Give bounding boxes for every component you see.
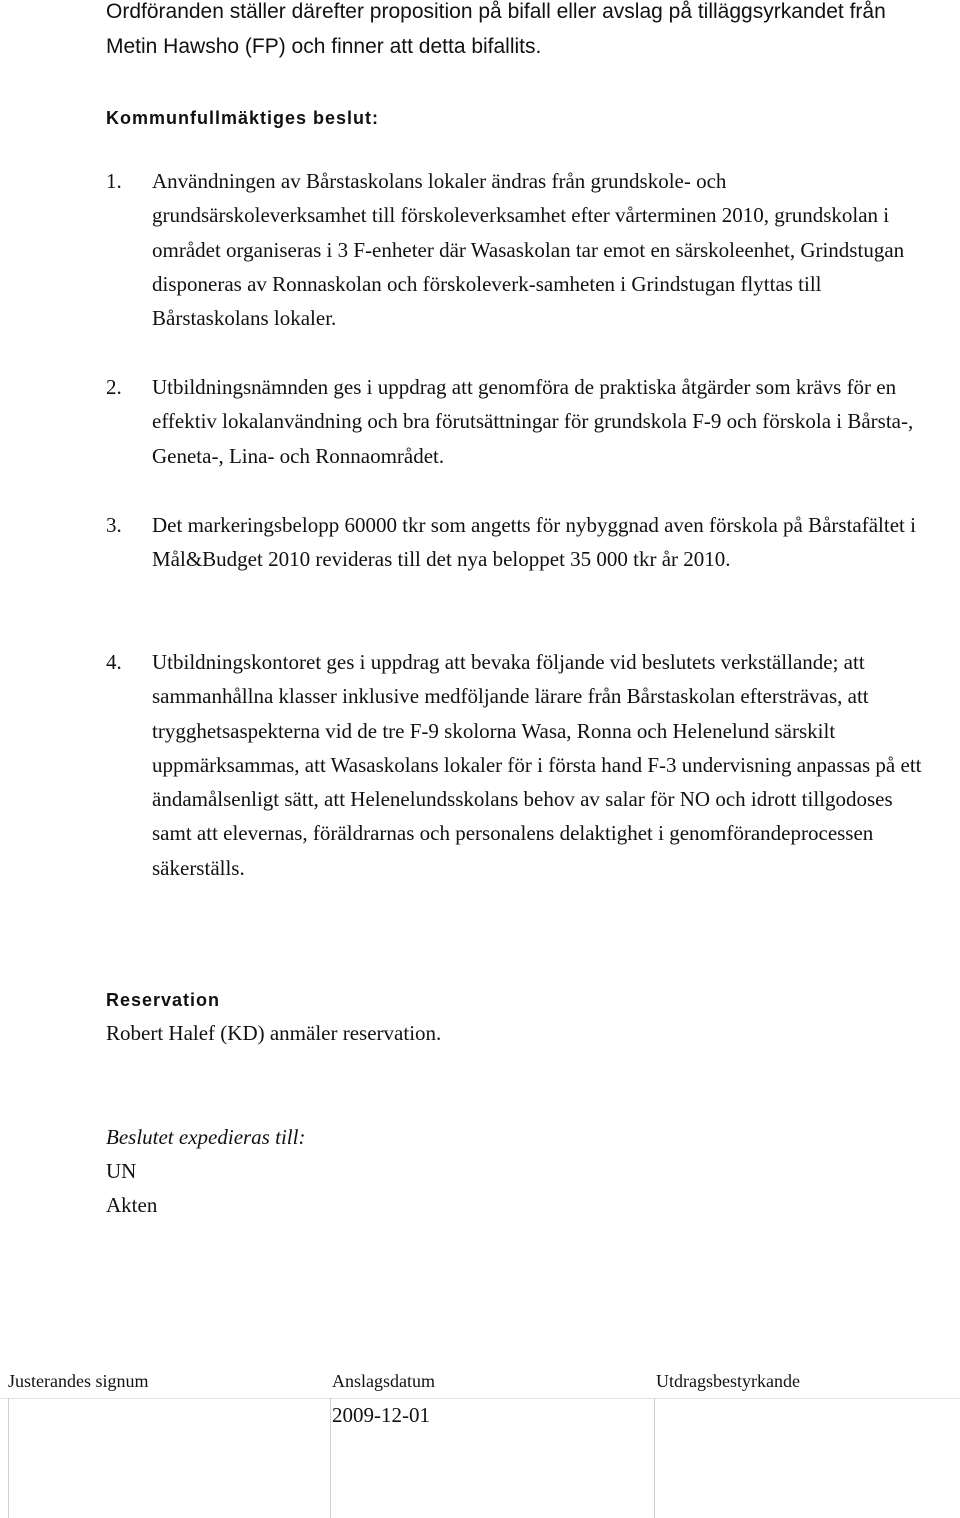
certification-label: Utdragsbestyrkande <box>656 1371 800 1391</box>
item-text: Det markeringsbelopp 60000 tkr som angetts för nybyggnad aven förskola på Bårstafältet i Mål&Budget 2010 revideras till det nya beloppet 35 000 tkr år 2010. <box>152 513 916 572</box>
decision-item-3 <box>106 508 926 577</box>
item-text: Utbildningsnämnden ges i uppdrag att genomföra de praktiska åtgärder som krävs för en effektiv lokalanvändning och bra förutsättningar för grundskola F-9 och förskola i Bårsta-, Geneta-, Lina- och Ronnaområdet. <box>152 375 914 468</box>
footer-cell-border <box>8 1398 9 1518</box>
distribution-recipient: UN <box>106 1159 137 1183</box>
reservation-text: Robert Halef (KD) anmäler reservation. <box>106 1021 442 1045</box>
distribution-heading: Beslutet expedieras till: <box>106 1125 306 1149</box>
footer-divider <box>0 1398 960 1399</box>
item-number: 2. <box>106 375 122 399</box>
intro-paragraph: Ordföranden ställer därefter proposition på bifall eller avslag på tilläggsyrkandet från Metin Hawsho (FP) och finner att detta bifallits. <box>106 0 886 58</box>
item-text: Utbildningskontoret ges i uppdrag att bevaka följande vid beslutets verkställande; att sammanhållna klasser inklusive medföljande lärare från Bårstaskolan eftersträvas, att trygghetsaspekterna vid de tre F-9 skolorna Wasa, Ronna och Helenelund särskilt uppmärksammas, att Wasaskolans lokaler för i första hand F-3 undervisning anpassas på ett ändamålsenligt sätt, att Helenelundsskolans behov av salar för NO och idrott tillgodoses samt att elevernas, föräldrarnas och personalens delaktighet i genomförandeprocessen säkerställs. <box>152 650 922 880</box>
decision-item-4 <box>106 645 926 885</box>
posting-date-label: Anslagsdatum <box>332 1371 435 1391</box>
item-text: Användningen av Bårstaskolans lokaler ändras från grundskole- och grundsärskoleverksamhet till förskoleverksamhet efter vårterminen 2010, grundskolan i området organiseras i 3 F-enheter där Wasaskolan tar emot en särskoleenhet, Grindstugan disponeras av Ronnaskolan och förskoleverk-samheten i Grindstugan flyttas till Bårstaskolans lokaler. <box>152 169 905 331</box>
posting-date: 2009-12-01 <box>332 1403 430 1427</box>
item-number: 4. <box>106 650 122 674</box>
item-number: 3. <box>106 513 122 537</box>
distribution-recipient: Akten <box>106 1193 158 1217</box>
decision-item-1 <box>106 164 926 335</box>
reservation-heading: Reservation <box>106 990 221 1010</box>
decision-heading: Kommunfullmäktiges beslut: <box>106 108 380 128</box>
item-number: 1. <box>106 169 122 193</box>
signature-label: Justerandes signum <box>8 1371 149 1391</box>
footer-cell-border <box>654 1398 655 1518</box>
decision-item-2 <box>106 370 926 473</box>
footer-cell-border <box>330 1398 331 1518</box>
